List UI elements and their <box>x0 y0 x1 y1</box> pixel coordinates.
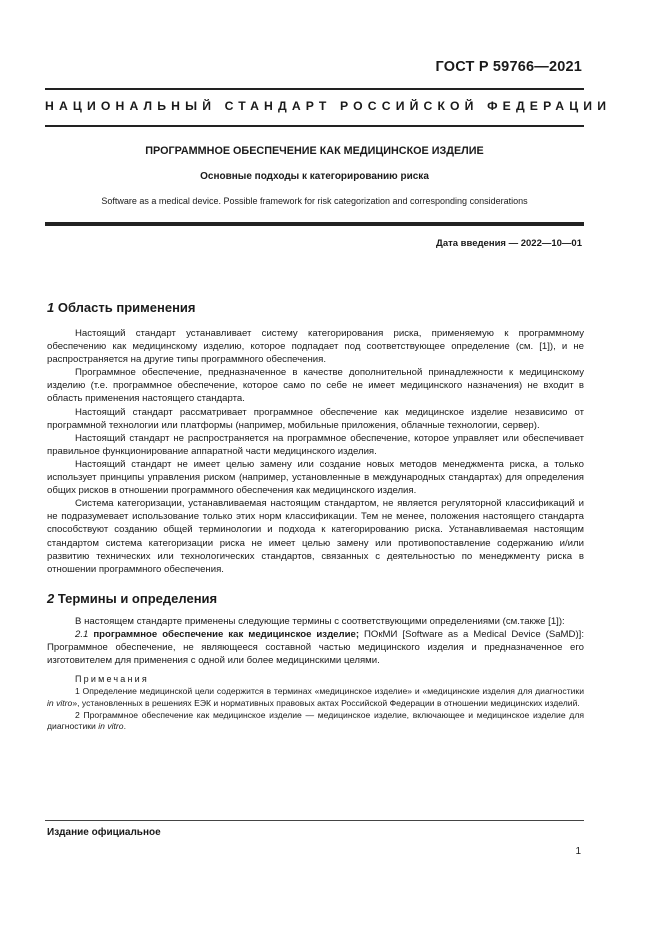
section-1-paragraph-3: Настоящий стандарт рассматривает программное обеспечение как медицинское изделие независимо от программной технологии или платформы (например, мобильные приложения, облачные технологии, сервер). <box>47 406 584 431</box>
term-2-1 <box>47 628 584 667</box>
note-1-italic: in vitro <box>47 697 73 708</box>
note-2-italic: in vitro <box>98 721 124 732</box>
page-number: 1 <box>575 846 581 857</box>
section-2-heading <box>47 591 584 607</box>
standard-code: ГОСТ Р 59766—2021 <box>435 59 582 75</box>
note-1 <box>47 686 584 709</box>
section-1-paragraph-5: Настоящий стандарт не имеет целью замену или создание новых методов менеджмента риска, а только использует принципы управления риском (например, установленные в международных стандартах) для определения общих рисков в отношении программного обеспечения как медицинского изделия. <box>47 458 584 497</box>
section-1-paragraph-6: Система категоризации, устанавливаемая настоящим стандартом, не является регуляторной классификаций и не подразумевает использование только этих норм классификации. Тем не менее, положения настоящего стандарта способствуют созданию общей терминологии и подхода к категорированию риска. Устанавливаемая настоящим стандартом система категоризации риска не имеет целью замену или противопоставление содержанию и/или развитию технических или технологических стандартов, связанных с деятельностью по менеджменту риска в отношении программного обеспечения. <box>47 498 584 575</box>
note-1-text-a: 1 Определение медицинской цели содержится в терминах «медицинское изделие» и «медицинские изделия для диагностики <box>75 686 584 697</box>
thick-divider <box>45 222 584 226</box>
section-1-number: 1 <box>47 300 55 315</box>
note-2-text-a: 2 Программное обеспечение как медицинское изделие — медицинское изделие, включающее и медицинское изделие для диагностики <box>47 709 584 732</box>
note-2-text-b: . <box>123 721 126 732</box>
section-1-heading <box>47 300 584 316</box>
notes-heading: Примечания <box>75 674 149 685</box>
middle-divider <box>45 125 584 127</box>
footer-divider <box>45 820 584 821</box>
section-2-title: Термины и определения <box>57 590 218 606</box>
section-2-intro: В настоящем стандарте применены следующие термины с соответствующими определениями (см.также [1]): <box>75 615 565 627</box>
section-1-paragraph-2: Программное обеспечение, предназначенное в качестве дополнительной принадлежности к медицинскому изделию (т.е. программное обеспечение, которое само по себе не имеет медицинского назначения) не входит в область применения настоящего стандарта. <box>47 367 584 405</box>
note-1-text-b: », установленных в решениях ЕЭК и нормативных правовых актах Российской Федерации в отношении медицинских изделий. <box>72 697 580 708</box>
section-1-title: Область применения <box>57 300 196 315</box>
english-title: Software as a medical device. Possible framework for risk categorization and corresponding considerations <box>101 196 528 206</box>
document-title: ПРОГРАММНОЕ ОБЕСПЕЧЕНИЕ КАК МЕДИЦИНСКОЕ ИЗДЕЛИЕ <box>145 145 484 157</box>
effective-date: Дата введения — 2022—10—01 <box>436 238 582 249</box>
term-name: программное обеспечение как медицинское изделие; <box>93 628 360 640</box>
document-body <box>47 300 584 733</box>
section-2-number: 2 <box>47 590 55 606</box>
national-standard-banner: НАЦИОНАЛЬНЫЙ СТАНДАРТ РОССИЙСКОЙ ФЕДЕРАЦИИ <box>45 99 612 113</box>
official-edition-label: Издание официальное <box>47 827 161 838</box>
note-2 <box>47 710 584 733</box>
section-1-paragraph-1: Настоящий стандарт устанавливает систему категорирования риска, применяемую к программному обеспечению как медицинскому изделию, которое подпадает под соответствующее определение (см. [1]), и не распространяется на другие типы программного обеспечения. <box>47 328 584 366</box>
section-1-paragraph-4: Настоящий стандарт не распространяется на программное обеспечение, которое управляет или обеспечивает правильное функционирование аппаратной части медицинского изделия. <box>47 432 584 457</box>
document-subtitle: Основные подходы к категорированию риска <box>200 171 429 182</box>
term-number: 2.1 <box>75 628 89 640</box>
top-divider <box>45 88 584 90</box>
term-definition: ПОкМИ [Software as a Medical Device (SaMD)]: Программное обеспечение, не являющееся составной частью медицинского изделия и предназначенное его изготовителем для применения с одной или более медицинскими целями. <box>47 628 585 667</box>
